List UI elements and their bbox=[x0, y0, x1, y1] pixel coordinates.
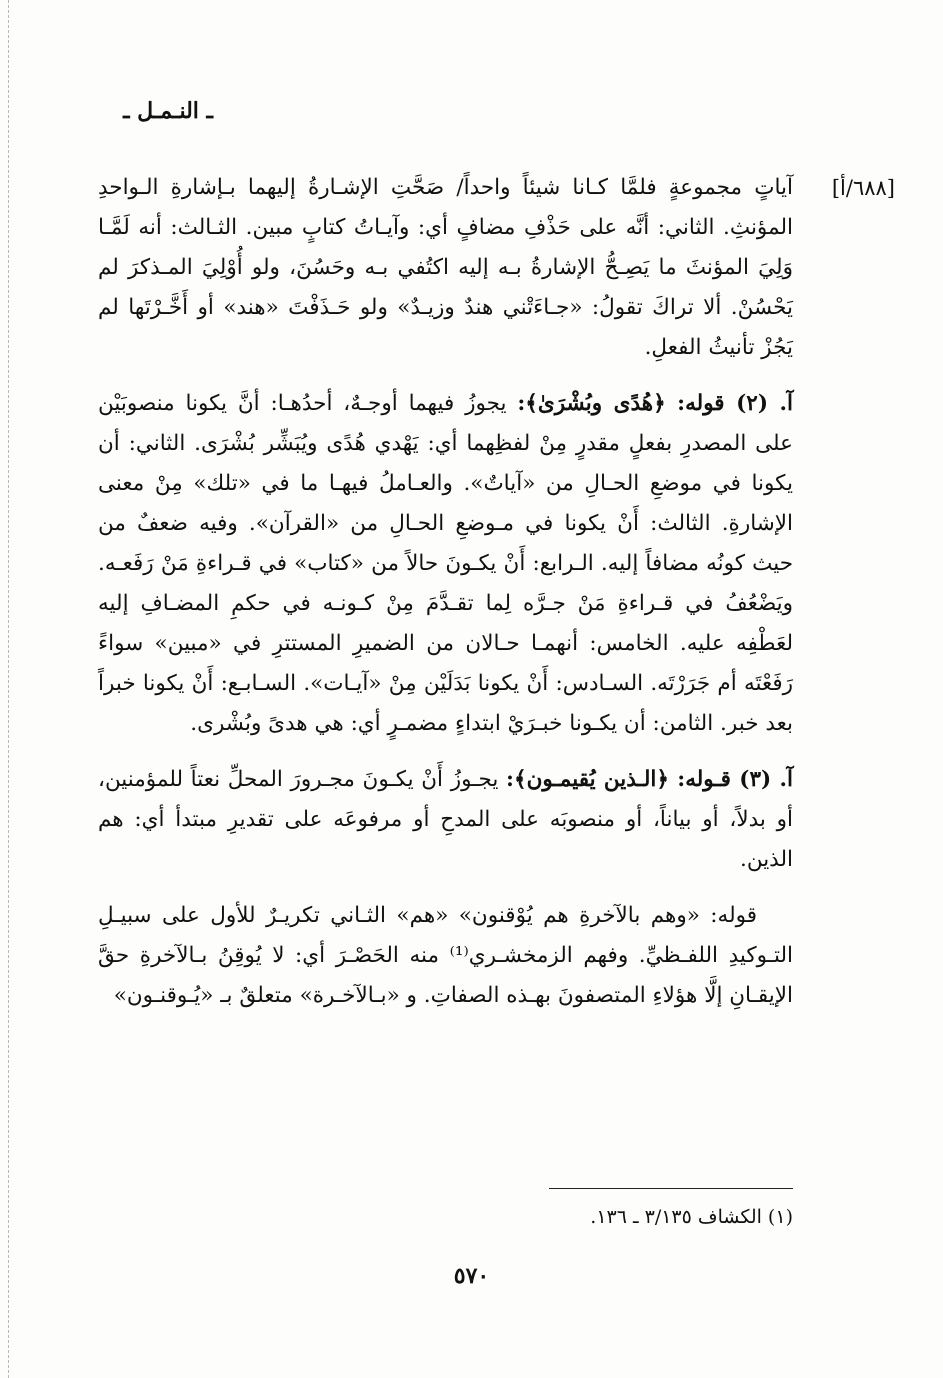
paragraph-4 bbox=[98, 896, 793, 1016]
paragraph-1 bbox=[98, 168, 793, 368]
paragraph-3 bbox=[98, 760, 793, 880]
page-number: ٥٧٠ bbox=[453, 1263, 490, 1289]
paragraph-text: قوله: «وهم بالآخرةِ هم يُوْقنون» «هم» الثـاني تكريـرٌ للأول على سبيـلِ التـوكيدِ اللفـظيِّ. وفهم الزمخشـري⁽¹⁾ منه الحَصْـرَ أي: لا يُوقِنُ بـالآخرةِ حقَّ الإيقـانِ إلَّا هؤلاءِ المتصفونَ بهـذه الصفاتِ. و «بـالآخـرة» متعلقٌ بـ «يُـوقنـون» bbox=[98, 903, 794, 1008]
paragraph-2 bbox=[98, 384, 793, 744]
verse-heading: آ. (٣) قـوله: ﴿الـذين يُقيمـون﴾: bbox=[506, 767, 793, 792]
main-text bbox=[98, 168, 793, 1016]
binding-margin-line bbox=[8, 0, 9, 1378]
verse-heading: آ. (٢) قوله: ﴿هُدًى وبُشْرَىٰ﴾: bbox=[517, 391, 793, 416]
manuscript-folio-marker: [٦٨٨/أ] bbox=[831, 176, 895, 200]
footnote-divider bbox=[549, 1188, 793, 1189]
paragraph-text: يجـوزُ أَنْ يكـونَ مجـرورَ المحلِّ نعتاً للمؤمنين، أو بدلاً، أو بياناً، أو منصوبَه على المدحِ أو مرفوعَه على تقديرِ مبتدأ أي: هم الذين. bbox=[98, 767, 793, 872]
paragraph-text: يجوزُ فيهما أوجـهٌ، أحدُهـا: أنَّ يكونا منصوبَيْن على المصدرِ بفعلٍ مقدرٍ مِنْ لفظِهما أي: يَهْدي هُدًى ويُبَشِّر بُشْرَى. الثاني: أن يكونا في موضعِ الحـالِ من «آياتٌ». والعـاملُ فيهـا ما في «تلك» مِنْ معنى الإشارةِ. الثالث: أَنْ يكونا في مـوضعِ الحـالِ من «القرآن». وفيه ضعفٌ من حيث كونُه مضافاً إليه. الـرابع: أَنْ يكـونَ حالاً من «كتاب» في قـراءةِ مَنْ رَفَعـه. ويَضْعُفُ في قـراءةِ مَنْ جـرَّه لِما تقـدَّمَ مِنْ كـونـه في حكمِ المضـافِ إليه لعَطْفِه عليه. الخامس: أنهمـا حـالان من الضميرِ المستترِ في «مبين» سواءً رَفَعْتَه أم جَرَرْتَه. السـادس: أَنْ يكونا بَدَلَيْن مِنْ «آيـات». السـابـع: أَنْ يكونا خبراً بعد خبر. الثامن: أن يكـونا خبـرَيْ ابتداءٍ مضمـرٍ أي: هي هدىً وبُشْرى. bbox=[98, 391, 793, 736]
footnote: (١) الكشاف ٣/١٣٥ ـ ١٣٦. bbox=[590, 1206, 793, 1228]
running-title: ـ النـمـل ـ bbox=[123, 98, 213, 124]
paragraph-text: آياتٍ مجموعةٍ فلمَّا كـانا شيئاً واحداً/ صَحَّتِ الإشـارةُ إليهما بـإشارةِ الـواحدِ المؤنثِ. الثاني: أنَّه على حَذْفِ مضافٍ أي: وآيـاتُ كتابٍ مبين. الثـالث: أنه لَمَّـا وَلِيَ المؤنثَ ما يَصِـحُّ الإشارةُ بـه إليه اكتُفي بـه وحَسُنَ، ولو أُوْلِيَ المـذكرَ لم يَحْسُنْ. ألا تراكَ تقولُ: «جـاءَتْني هندٌ وزيـدٌ» ولو حَـذَفْتَ «هند» أو أَخَّـرْتَها لم يَجُزْ تأنيثُ الفعلِ. bbox=[98, 175, 793, 360]
